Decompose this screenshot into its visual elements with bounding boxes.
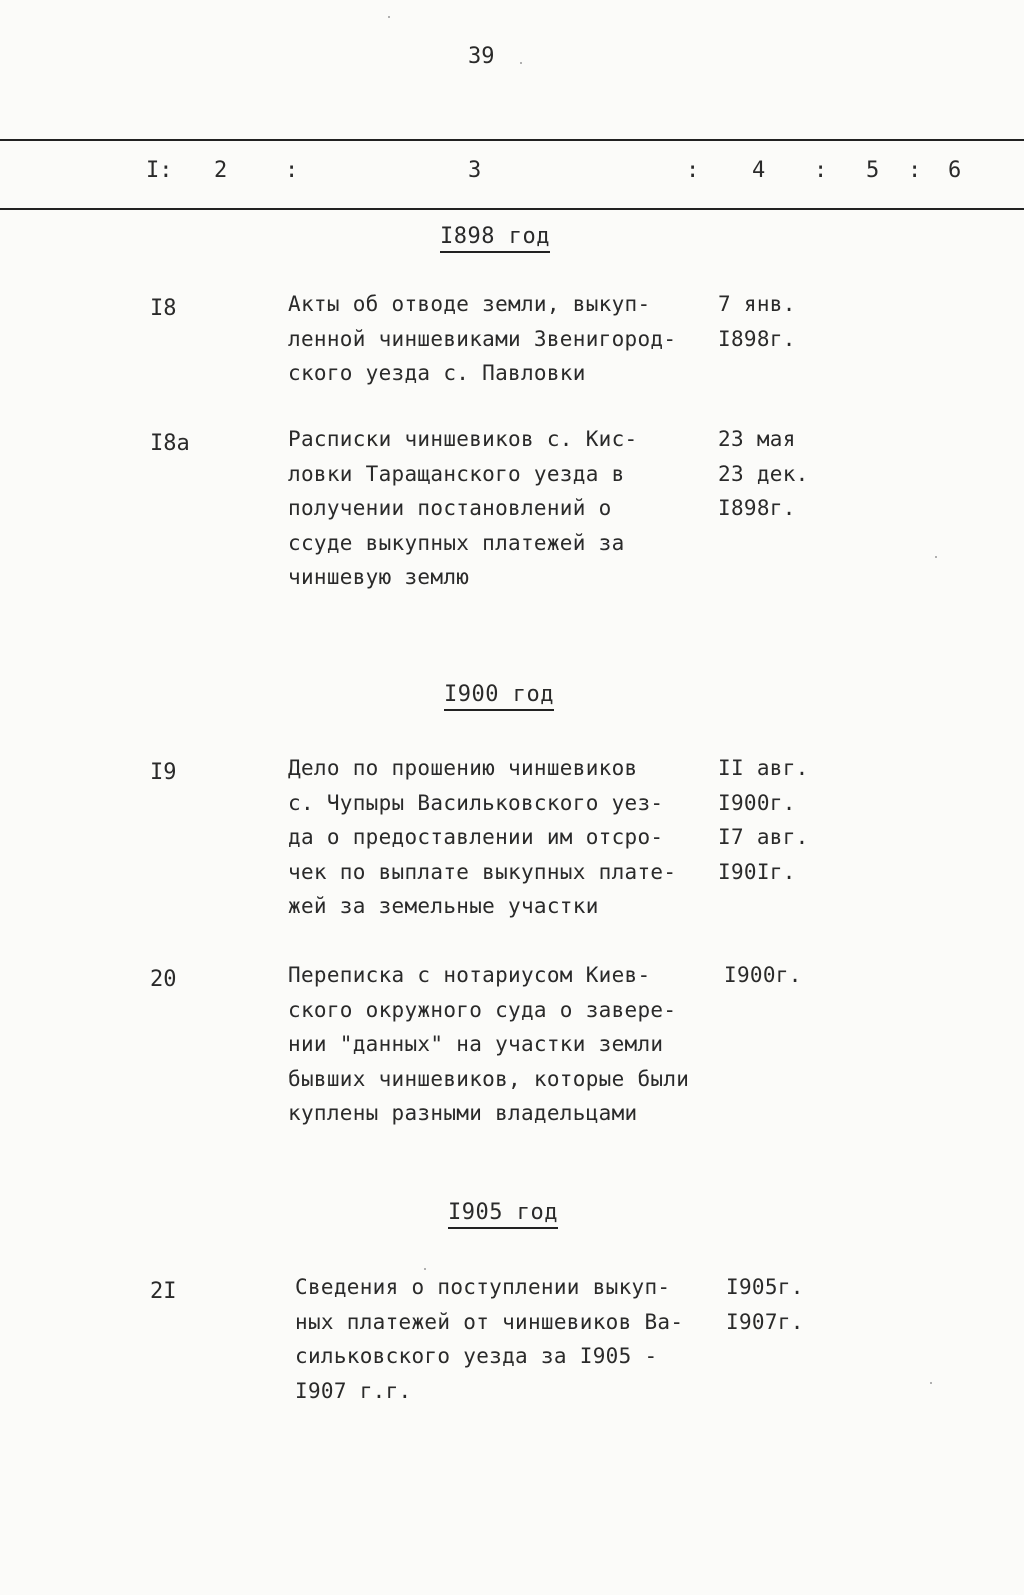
- column-header-2: 2: [214, 158, 228, 183]
- header-rule-bottom: [0, 208, 1024, 210]
- column-separator: :: [285, 158, 299, 183]
- entry-number: I9: [150, 760, 177, 785]
- column-header-6: 6: [948, 158, 962, 183]
- entry-date: 23 мая 23 дек. I898г.: [718, 427, 809, 520]
- entry-number: 2I: [150, 1279, 177, 1304]
- year-heading-1898: I898 год: [440, 224, 550, 253]
- entry-date: I905г. I907г.: [726, 1275, 804, 1334]
- scan-speck: [930, 1382, 932, 1384]
- page-number: 39: [468, 44, 495, 69]
- entry-description: Расписки чиншевиков с. Кис- ловки Таращанского уезда в получении постановлений о ссуде выкупных платежей за чиншевую землю: [288, 427, 638, 589]
- scan-speck: [935, 556, 937, 558]
- entry-number: 20: [150, 967, 177, 992]
- column-header-5: 5: [866, 158, 880, 183]
- entry-date: 7 янв. I898г.: [718, 292, 796, 351]
- entry-description: Переписка с нотариусом Киев- ского окружного суда о завере- нии "данных" на участки земли бывших чиншевиков, которые были куплены разными владельцами: [288, 963, 690, 1125]
- entry-number: I8: [150, 296, 177, 321]
- column-separator: :: [686, 158, 700, 183]
- scan-speck: [520, 62, 522, 64]
- entry-date: I900г.: [724, 963, 802, 987]
- column-header-3: 3: [468, 158, 482, 183]
- column-header-1: I:: [146, 158, 173, 183]
- column-separator: :: [814, 158, 828, 183]
- scan-speck: [424, 1268, 426, 1270]
- column-separator: :: [908, 158, 922, 183]
- entry-description: Сведения о поступлении выкуп- ных платежей от чиншевиков Ва- сильковского уезда за I905 - I907 г.г.: [295, 1275, 684, 1403]
- year-heading-1900: I900 год: [444, 682, 554, 711]
- entry-number: I8а: [150, 431, 190, 456]
- entry-description: Дело по прошению чиншевиков с. Чупыры Васильковского уез- да о предоставлении им отсро- чек по выплате выкупных плате- жей за земельные участки: [288, 756, 677, 918]
- column-header-4: 4: [752, 158, 766, 183]
- scan-speck: [388, 16, 390, 18]
- header-rule-top: [0, 139, 1024, 141]
- entry-date: II авг. I900г. I7 авг. I90Iг.: [718, 756, 809, 884]
- entry-description: Акты об отводе земли, выкуп- ленной чиншевиками Звенигород- ского уезда с. Павловки: [288, 292, 677, 385]
- year-heading-1905: I905 год: [448, 1200, 558, 1229]
